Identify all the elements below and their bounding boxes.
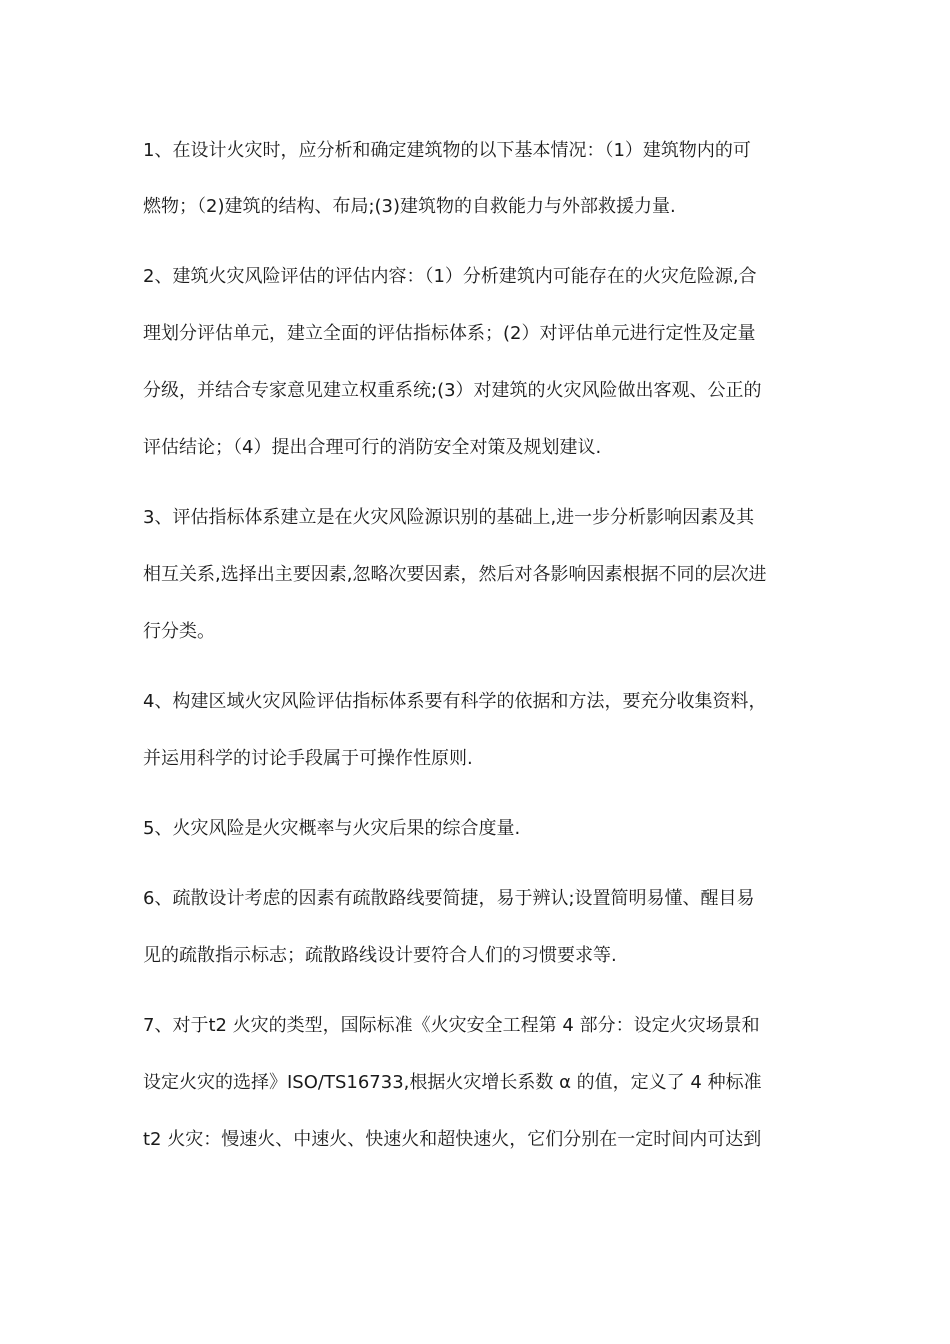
text-line: 见的疏散指示标志；疏散路线设计要符合人们的习惯要求等. xyxy=(143,945,617,966)
text-line: 5、火灾风险是火灾概率与火灾后果的综合度量. xyxy=(143,818,521,839)
text-line: 7、对于t2 火灾的类型，国际标准《火灾安全工程第 4 部分：设定火灾场景和 xyxy=(143,1015,760,1036)
text-line: 1、在设计火灾时，应分析和确定建筑物的以下基本情况：（1）建筑物内的可 xyxy=(143,140,751,161)
text-line: 并运用科学的讨论手段属于可操作性原则. xyxy=(143,748,473,769)
text-line: 行分类。 xyxy=(143,621,215,642)
text-line: 燃物；（2)建筑的结构、布局;(3)建筑物的自救能力与外部救援力量. xyxy=(143,196,676,217)
text-line: 4、构建区域火灾风险评估指标体系要有科学的依据和方法，要充分收集资料， xyxy=(143,691,767,712)
text-line: 3、评估指标体系建立是在火灾风险源识别的基础上,进一步分析影响因素及其 xyxy=(143,507,755,528)
text-line: 理划分评估单元，建立全面的评估指标体系；(2）对评估单元进行定性及定量 xyxy=(143,323,756,344)
text-line: 设定火灾的选择》ISO/TS16733,根据火灾增长系数 α 的值，定义了 4 种标准 xyxy=(143,1072,762,1093)
text-line: 相互关系,选择出主要因素,忽略次要因素，然后对各影响因素根据不同的层次进 xyxy=(143,564,767,585)
text-line: 6、疏散设计考虑的因素有疏散路线要简捷，易于辨认;设置简明易懂、醒目易 xyxy=(143,888,755,909)
text-line: 评估结论；（4）提出合理可行的消防安全对策及规划建议. xyxy=(143,437,602,458)
text-line: 分级，并结合专家意见建立权重系统;(3）对建筑的火灾风险做出客观、公正的 xyxy=(143,380,762,401)
text-line: 2、建筑火灾风险评估的评估内容：（1）分析建筑内可能存在的火灾危险源,合 xyxy=(143,266,757,287)
text-line: t2 火灾：慢速火、中速火、快速火和超快速火，它们分别在一定时间内可达到 xyxy=(143,1129,762,1150)
